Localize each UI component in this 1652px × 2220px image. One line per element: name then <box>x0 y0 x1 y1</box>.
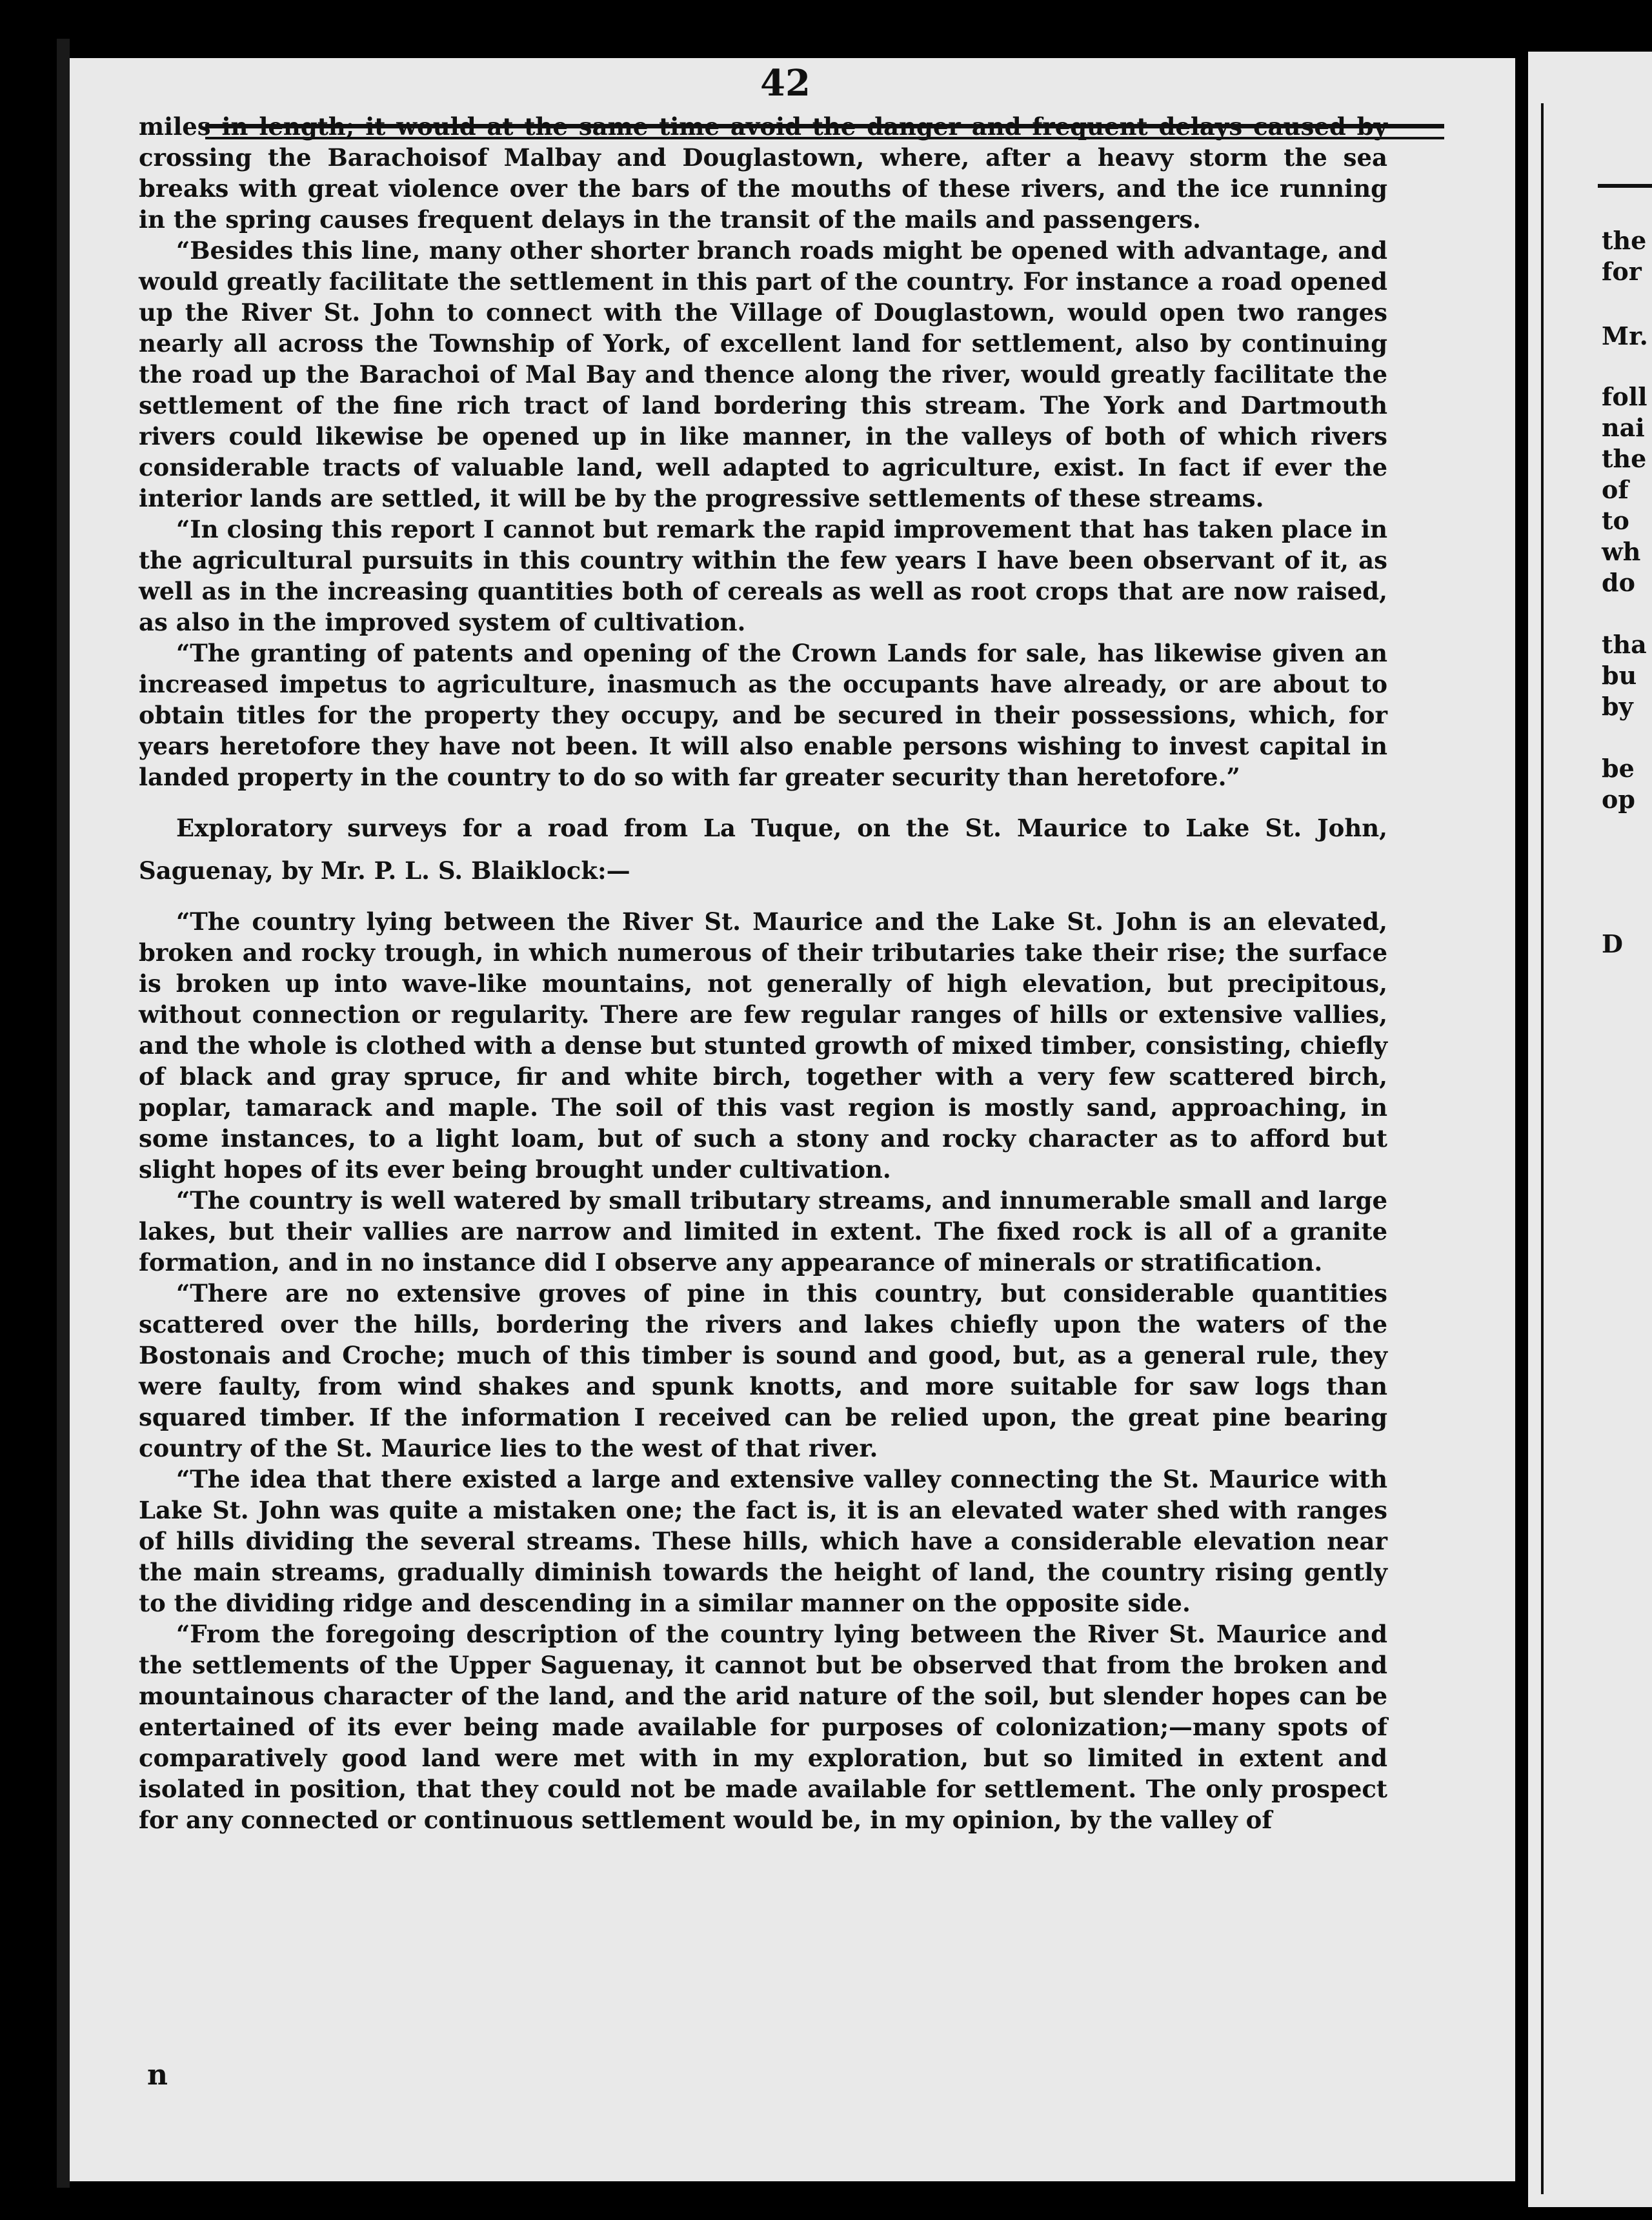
facing-fragment: foll <box>1602 382 1647 411</box>
spine-line <box>1541 103 1544 2194</box>
facing-fragment: the <box>1602 444 1647 473</box>
paragraph-valley-idea: “The idea that there existed a large and extensive valley connecting the St. Maurice with Lake St. John was quite a mistaken one; the fact is, it is an elevated water shed with ranges of hills dividing the several streams. These hills, which have a considerable elevation near the main streams, gradually diminish towards the height of land, the country rising gently to the dividing ridge and descending in a similar manner on the opposite side. <box>139 1465 1387 1617</box>
page-gutter <box>1515 58 1528 2188</box>
paragraph-foregoing-description: “From the foregoing description of the country lying between the River St. Maurice and the settlements of the Upper Saguenay, it cannot but be observed that from the broken and mountainous character of the land, and the arid nature of the soil, but slender hopes can be entertained of its ever being made available for purposes of colonization;—many spots of comparatively good land were met with in my exploration, but so limited in extent and isolated in position, that they could not be made available for settlement. The only prospect for any connected or continuous settlement would be, in my opinion, by the valley of <box>139 1620 1387 1834</box>
facing-fragment: do <box>1602 568 1635 597</box>
paragraph-streams-lakes: “The country is well watered by small tributary streams, and innumerable small and large lakes, but their vallies are narrow and limited in extent. The fixed rock is all of a granite formation, and in no instance did I observe any appearance of minerals or stratification. <box>139 1186 1387 1276</box>
paragraph-crown-lands: “The granting of patents and opening of the Crown Lands for sale, has likewise given an increased impetus to agriculture, inasmuch as the occupants have already, or are about to obtain titles for the property they occupy, and be secured in their possessions, which, for years heretofore they have not been. It will also enable persons wishing to invest capital in landed property in the country to do so with far greater security than heretofore.” <box>139 639 1387 791</box>
paragraph-country-description: “The country lying between the River St. Maurice and the Lake St. John is an elevated, broken and rocky trough, in which numerous of their tributaries take their rise; the surface is broken up into wave-like mountains, not generally of high elevation, but precipitous, without connection or regularity. There are few regular ranges of hills or extensive vallies, and the whole is clothed with a dense but stunted growth of mixed timber, consisting, chiefly of black and gray spruce, fir and white birch, together with a very few scattered birch, poplar, tamarack and maple. The soil of this vast region is mostly sand, approaching, in some instances, to a light loam, but of such a stony and rocky character as to afford but slight hopes of its ever being brought under cultivation. <box>139 907 1387 1184</box>
page-number: 42 <box>760 62 811 105</box>
facing-fragment: op <box>1602 785 1635 814</box>
facing-fragment: to <box>1602 506 1629 535</box>
facing-page-rule <box>1598 184 1652 188</box>
footer-mark: n <box>147 2059 168 2092</box>
facing-fragment: the <box>1602 226 1647 255</box>
facing-fragment: D <box>1602 929 1623 958</box>
facing-fragment: be <box>1602 754 1635 783</box>
scan-left-edge <box>57 39 70 2188</box>
paragraph-continuation: miles in length; it would at the same time avoid the danger and frequent delays caused by crossing the Barachoisof Malbay and Douglastown, where, after a heavy storm the sea breaks with great violence over the bars of the mouths of these rivers, and the ice running in the spring causes frequent delays in the transit of the mails and passengers. <box>139 112 1387 234</box>
facing-fragment: bu <box>1602 661 1637 690</box>
facing-fragment: nai <box>1602 413 1645 442</box>
facing-page-edge <box>1528 52 1652 2207</box>
paragraph-pine-groves: “There are no extensive groves of pine in this country, but considerable quantities scattered over the hills, bordering the rivers and lakes chiefly upon the waters of the Bostonais and Croche; much of this timber is sound and good, but, as a general rule, they were faulty, from wind shakes and spunk knotts, and more suitable for saw logs than squared timber. If the information I received can be relied upon, the great pine bearing country of the St. Maurice lies to the west of that river. <box>139 1279 1387 1462</box>
facing-fragment: Mr. <box>1602 321 1648 350</box>
paragraph-closing-report: “In closing this report I cannot but remark the rapid improvement that has taken place in the agricultural pursuits in this country within the few years I have been observant of it, as well as in the increasing quantities both of cereals as well as root crops that are now raised, as also in the improved system of cultivation. <box>139 515 1387 636</box>
facing-fragment: wh <box>1602 537 1641 566</box>
facing-fragment: for <box>1602 257 1642 286</box>
page-body <box>139 111 1387 1835</box>
paragraph-branch-roads: “Besides this line, many other shorter branch roads might be opened with advantage, and would greatly facilitate the settlement in this part of the country. For instance a road opened up the River St. John to connect with the Village of Douglastown, would open two ranges nearly all across the Township of York, of excellent land for settlement, also by continuing the road up the Barachoi of Mal Bay and thence along the river, would greatly facilitate the settlement of the fine rich tract of land bordering this stream. The York and Dartmouth rivers could likewise be opened up in like manner, in the valleys of both of which rivers considerable tracts of valuable land, well adapted to agriculture, exist. In fact if ever the interior lands are settled, it will be by the progressive settlements of these streams. <box>139 236 1387 512</box>
facing-fragment: by <box>1602 692 1633 721</box>
facing-fragment: tha <box>1602 630 1647 659</box>
section-heading: Exploratory surveys for a road from La Tuque, on the St. Maurice to Lake St. John, Saguenay, by Mr. P. L. S. Blaiklock:— <box>139 814 1387 885</box>
facing-fragment: of <box>1602 475 1629 504</box>
